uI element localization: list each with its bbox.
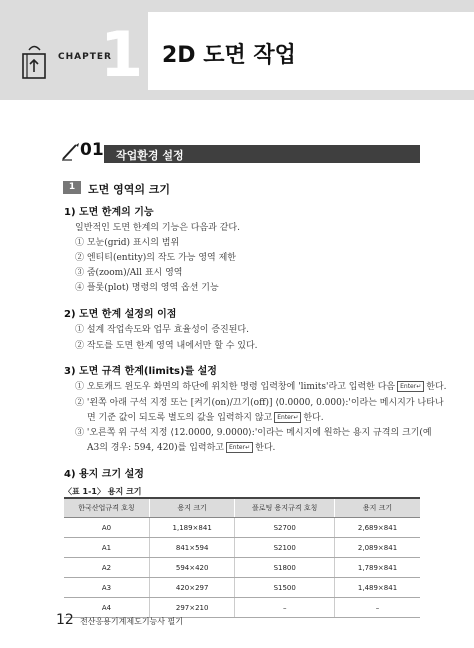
list-item: ② 작도를 도면 한계 영역 내에서만 할 수 있다. — [75, 341, 258, 351]
subsection-title: 도면 영역의 크기 — [88, 183, 171, 196]
paper-size-table — [64, 497, 420, 618]
table-cell: 420×297 — [149, 578, 234, 598]
list-item-text: A3의 경우: 594, 420)를 입력하고 — [87, 443, 224, 453]
table-cell: S1500 — [235, 578, 335, 598]
table-cell: 1,489×841 — [335, 578, 420, 598]
table-cell: S1800 — [235, 558, 335, 578]
table-header-row — [64, 498, 420, 518]
list-item — [75, 379, 446, 392]
table-cell: – — [235, 598, 335, 618]
section-title: 작업환경 설정 — [116, 149, 184, 162]
list-item: ③ '오른쪽 위 구석 지정 ⟨12.0000, 9.0000⟩:'이라는 메시지에 원하는 용지 규격의 크기(예 — [75, 428, 432, 438]
list-item-text: 한다. — [426, 382, 447, 392]
table-cell: 297×210 — [149, 598, 234, 618]
list-item-text: 한다. — [303, 413, 324, 423]
table-row — [64, 518, 420, 538]
table-row — [64, 538, 420, 558]
enter-key-icon: Enter↵ — [226, 442, 253, 453]
table-cell: 594×420 — [149, 558, 234, 578]
block-heading: 3) 도면 규격 한계(limits)를 설정 — [64, 366, 217, 377]
table-cell: 1,189×841 — [149, 518, 234, 538]
table-cell: A1 — [64, 538, 149, 558]
list-item — [87, 410, 324, 423]
enter-key-icon: Enter↵ — [274, 412, 301, 423]
list-item: ② '왼쪽 아래 구석 지정 또는 [켜기(on)/끄기(off)] ⟨0.0000, 0.000⟩:'이라는 메시지가 나타나 — [75, 398, 444, 408]
chapter-number: 1 — [100, 18, 144, 91]
table-cell: 841×594 — [149, 538, 234, 558]
table-cell: 2,689×841 — [335, 518, 420, 538]
block-heading: 4) 용지 크기 설정 — [64, 469, 144, 480]
list-item: ④ 플롯(plot) 명령의 영역 옵션 기능 — [75, 283, 219, 293]
table-cell: A2 — [64, 558, 149, 578]
list-item: ② 엔티티(entity)의 작도 가능 영역 제한 — [75, 253, 236, 263]
list-item-text: 면 기준 값이 되도록 별도의 값을 입력하지 않고 — [87, 413, 273, 423]
page-number: 12 — [56, 612, 74, 628]
list-item-text: ① 오토캐드 윈도우 화면의 하단에 위치한 명령 입력창에 'limits'라고 입력한 다음 — [75, 382, 396, 392]
table-caption: 〈표 1-1〉 용지 크기 — [64, 487, 142, 496]
table-cell: A0 — [64, 518, 149, 538]
subsection-badge: 1 — [63, 181, 81, 194]
list-item-text: 한다. — [255, 443, 276, 453]
table-row — [64, 558, 420, 578]
chapter-label: CHAPTER — [58, 52, 112, 62]
table-cell: A4 — [64, 598, 149, 618]
table-row — [64, 578, 420, 598]
table-cell: 1,789×841 — [335, 558, 420, 578]
table-cell: A3 — [64, 578, 149, 598]
table-cell: – — [335, 598, 420, 618]
column-header: 용지 크기 — [335, 498, 420, 518]
book-title: 전산응용기계제도기능사 필기 — [80, 617, 184, 626]
table-cell: 2,089×841 — [335, 538, 420, 558]
table-cell: S2100 — [235, 538, 335, 558]
column-header: 한국산업규격 호칭 — [64, 498, 149, 518]
list-item: ① 설계 작업속도와 업무 효율성이 증진된다. — [75, 325, 249, 335]
block-heading: 2) 도면 한계 설정의 이점 — [64, 309, 177, 320]
book-upload-icon — [20, 40, 50, 80]
list-item: ③ 줌(zoom)/All 표시 영역 — [75, 268, 183, 278]
section-number: 01 — [80, 140, 104, 160]
table-row — [64, 598, 420, 618]
enter-key-icon: Enter↵ — [397, 381, 424, 392]
chapter-title: 2D 도면 작업 — [162, 43, 296, 68]
paragraph-line: 일반적인 도면 한계의 기능은 다음과 같다. — [75, 223, 240, 233]
block-heading: 1) 도면 한계의 기능 — [64, 207, 154, 218]
list-item: ① 모눈(grid) 표시의 범위 — [75, 238, 180, 248]
column-header: 용지 크기 — [149, 498, 234, 518]
table-cell: S2700 — [235, 518, 335, 538]
pencil-icon — [60, 140, 82, 162]
column-header: 플로팅 용지규격 호칭 — [235, 498, 335, 518]
list-item — [87, 440, 275, 453]
